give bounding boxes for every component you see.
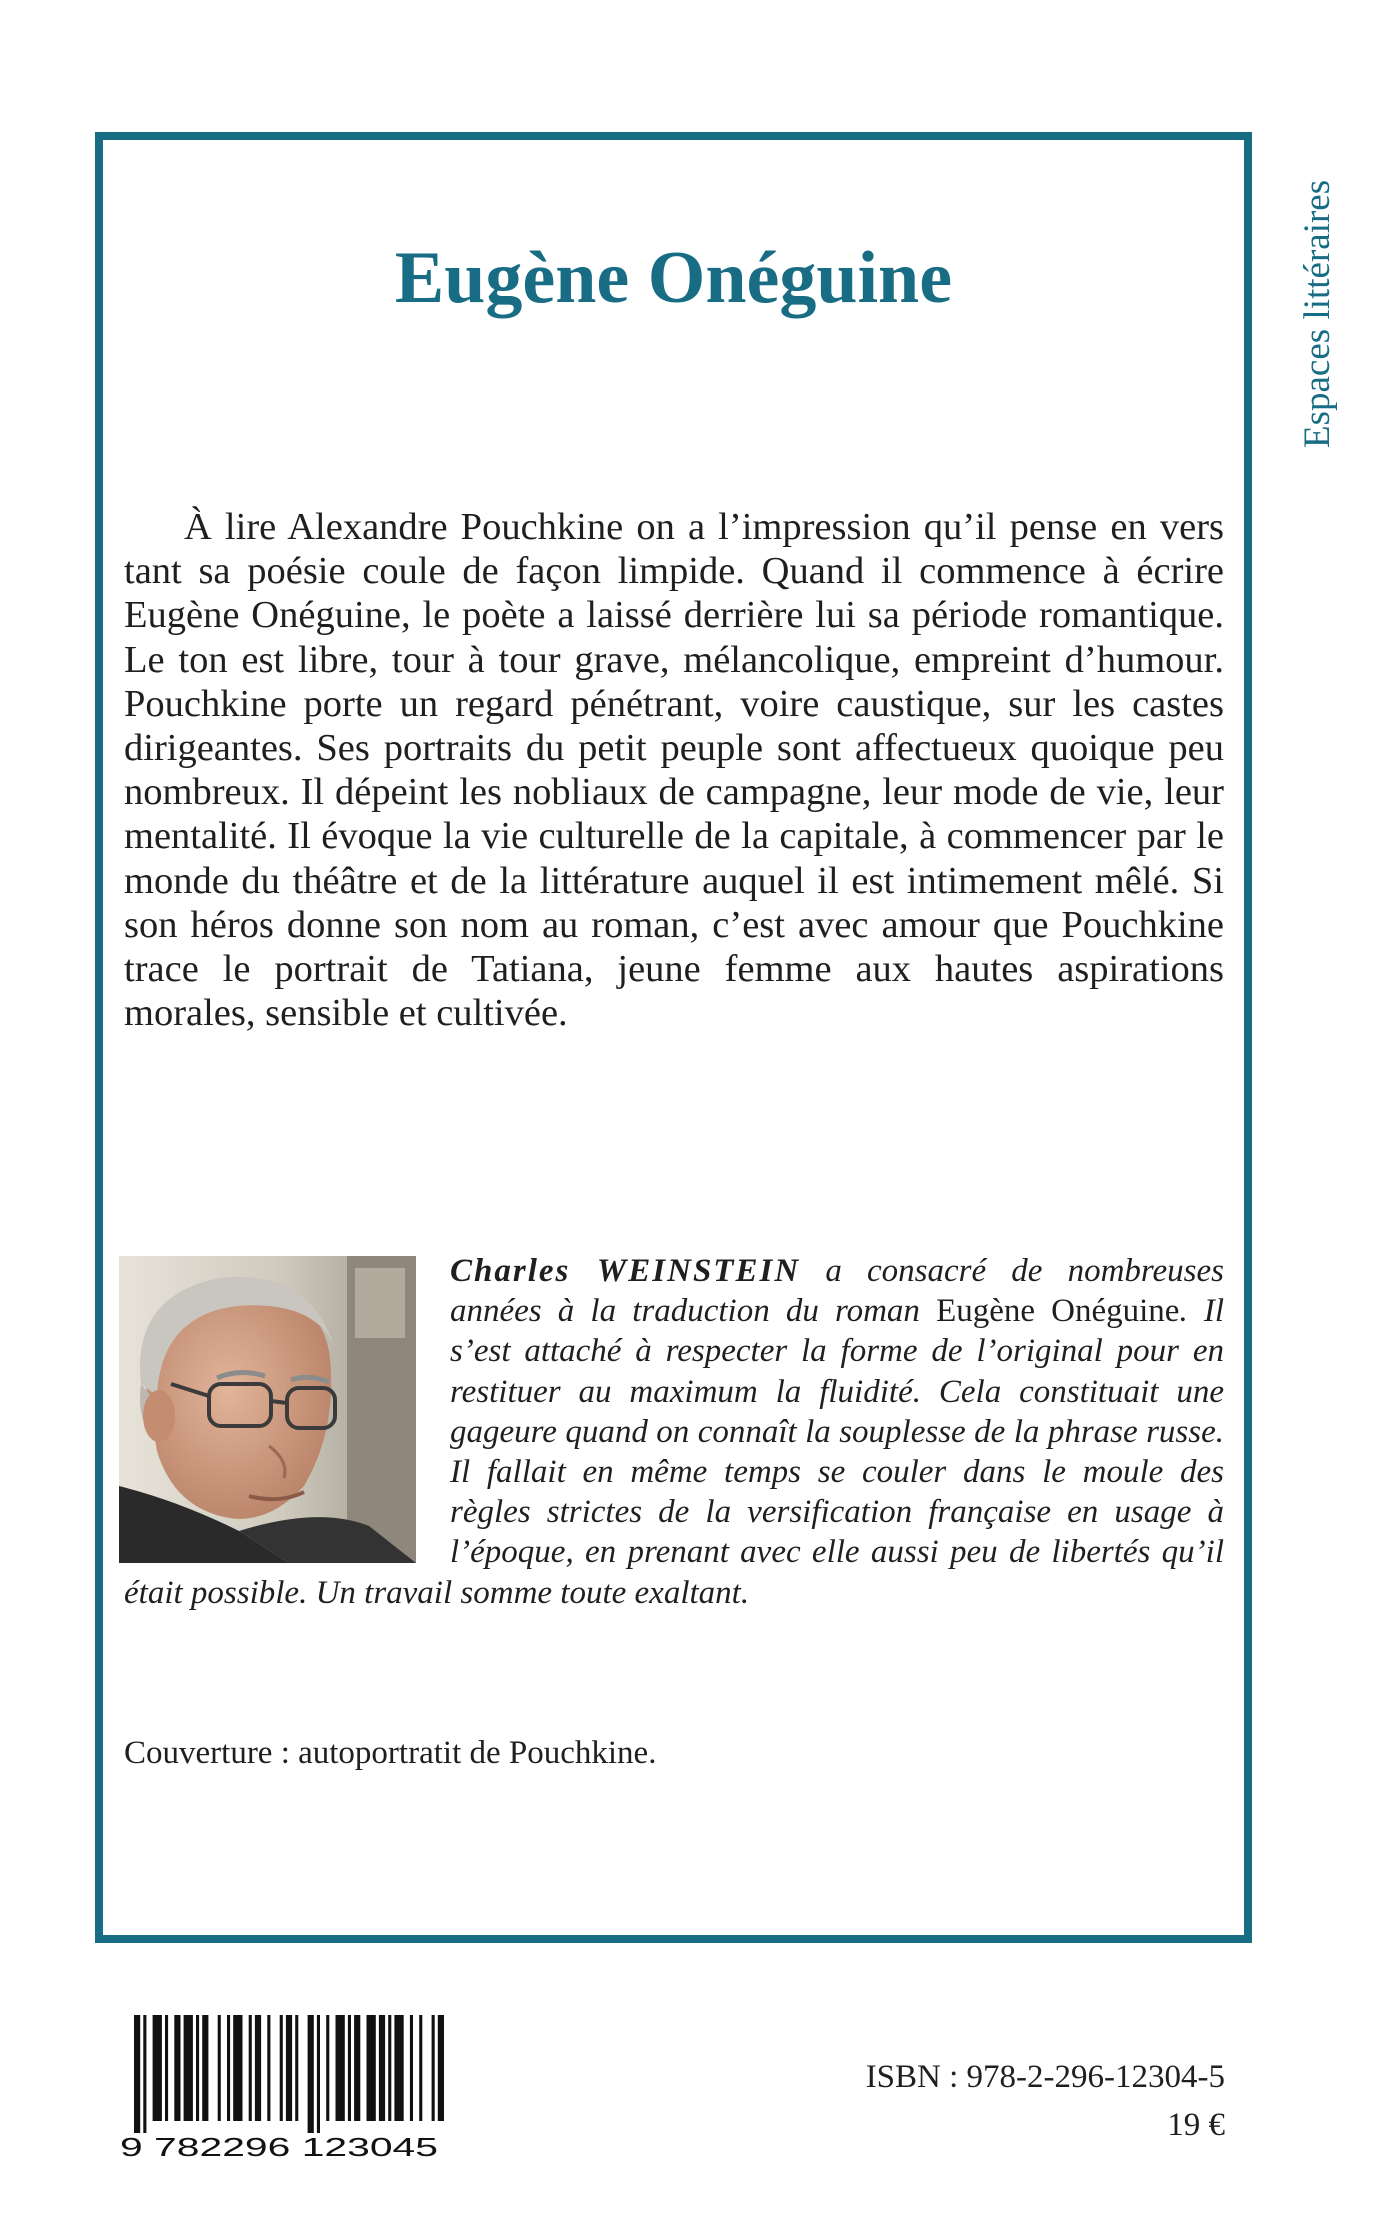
series-name: Espaces littéraires — [1297, 179, 1338, 448]
isbn-number: ISBN : 978-2-296-12304-5 — [865, 2059, 1225, 2095]
author-name: Charles WEINSTEIN — [450, 1253, 801, 1289]
barcode-bar — [388, 2015, 391, 2121]
book-price: 19 € — [1167, 2107, 1225, 2143]
barcode-bar — [153, 2015, 162, 2121]
bio-book-title: Eugène Onéguine — [936, 1293, 1180, 1330]
barcode-bar — [255, 2015, 261, 2121]
barcode-bar — [438, 2015, 444, 2121]
barcode-bar — [233, 2015, 242, 2121]
barcode-bar — [165, 2015, 168, 2121]
barcode-bar — [227, 2015, 230, 2121]
barcode-bar — [174, 2015, 180, 2121]
bio-text-1: a consacré de nombreuses années à la traduction du roman — [450, 1253, 1224, 1330]
barcode-bar — [267, 2015, 270, 2121]
barcode-bar — [202, 2015, 208, 2121]
cover-credit: Couverture : autoportratit de Pouchkine. — [124, 1735, 657, 1771]
barcode-bar — [394, 2015, 403, 2121]
barcode-bar — [134, 2015, 140, 2133]
author-bio — [124, 1251, 1224, 1613]
isbn-barcode — [120, 2011, 450, 2161]
barcode-bar — [326, 2015, 329, 2121]
barcode-bar — [379, 2015, 385, 2121]
barcode-bar — [184, 2015, 193, 2121]
barcode-bar — [249, 2015, 252, 2121]
book-blurb: À lire Alexandre Pouchkine on a l’impression qu’il pense en vers tant sa poésie coule de façon limpide. Quand il commence à écrire Eugène Onéguine, le poète a laissé derrière lui sa période romantique. Le ton est libre, tour à tour grave, mélancolique, empreint d’humour. Pouchkine porte un regard pénétrant, voire caustique, sur les castes dirigeantes. Ses portraits du petit peuple sont affectueux quoique peu nombreux. Il dépeint les nobliaux de campagne, leur mode de vie, leur mentalité. Il évoque la vie culturelle de la capitale, à commencer par le monde du théâtre et de la littérature auquel il est intimement mêlé. Si son héros donne son nom au roman, c’est avec amour que Pouchkine trace le portrait de Tatiana, jeune femme aux hautes aspirations morales, sensible et cultivée. — [124, 506, 1224, 1035]
barcode-bar — [419, 2015, 422, 2121]
barcode-bar — [143, 2015, 146, 2133]
book-title: Eugène Onéguine — [394, 237, 953, 319]
barcode-bar — [286, 2015, 292, 2121]
barcode-bar — [280, 2015, 283, 2121]
barcode-bar — [218, 2015, 221, 2121]
barcode-bar — [295, 2015, 298, 2121]
bio-text-2: . Il s’est attaché à respecter la forme de l’original pour en restituer au maximum la fluidité. Cela constituait une gageure quand on connaît la souplesse de la phrase russe. Il fallait en même temps se couler dans le moule des règles strictes de la versification française en usage à l’époque, en prenant avec elle aussi peu de libertés qu’il était possible. Un travail somme toute exaltant. — [124, 1293, 1224, 1611]
photo-spacer — [124, 1251, 450, 1563]
barcode-bar — [354, 2015, 360, 2121]
cover-frame — [95, 132, 1252, 1943]
barcode-bar — [196, 2015, 199, 2121]
barcode-bar — [432, 2015, 435, 2121]
barcode-bar — [367, 2015, 376, 2121]
barcode-bar — [336, 2015, 345, 2121]
barcode-digits: 9 782296 123045 — [120, 2132, 438, 2161]
barcode-bar — [308, 2015, 314, 2133]
barcode-bar — [317, 2015, 320, 2133]
barcode-bar — [348, 2015, 351, 2121]
barcode-bar — [410, 2015, 413, 2121]
